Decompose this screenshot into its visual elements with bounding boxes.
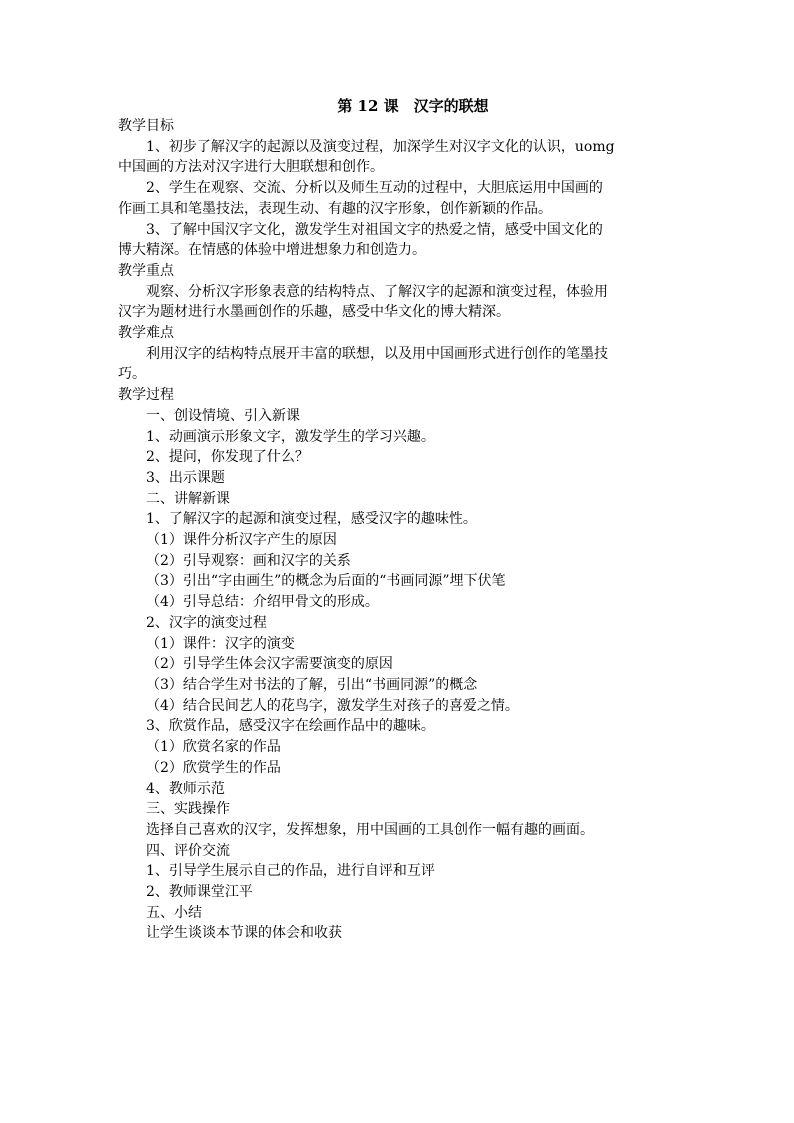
text-line: （1）课件分析汉字产生的原因 — [146, 532, 337, 549]
text-line: 汉字为题材进行水墨画创作的乐趣，感受中华文化的博大精深。 — [118, 304, 510, 321]
text-line: 三、实践操作 — [146, 801, 230, 818]
text-line: 作画工具和笔墨技法，表现生动、有趣的汉字形象，创作新颖的作品。 — [118, 200, 552, 217]
text-line: 巧。 — [118, 366, 146, 383]
text-line: 让学生谈谈本节课的体会和收获 — [146, 925, 342, 942]
text-line: （4）结合民间艺人的花鸟字，激发学生对孩子的喜爱之情。 — [146, 697, 519, 714]
text-line: 一、创设情境、引入新课 — [146, 407, 300, 424]
text-line: 1、了解汉字的起源和演变过程，感受汉字的趣味性。 — [146, 511, 477, 528]
text-line: 选择自己喜欢的汉字，发挥想象，用中国画的工具创作一幅有趣的画面。 — [146, 821, 594, 838]
text-line: 教学难点 — [118, 325, 174, 342]
text-line: 二、讲解新课 — [146, 490, 230, 507]
text-line: （4）引导总结：介绍甲骨文的形成。 — [146, 594, 379, 611]
text-line: （1）课件：汉字的演变 — [146, 635, 295, 652]
text-line: 2、提问，你发现了什么？ — [146, 449, 309, 466]
text-line: （3）引出“字由画生”的概念为后面的“书画同源”埋下伏笔 — [146, 573, 506, 590]
text-line: 3、了解中国汉字文化，激发学生对祖国文字的热爱之情，感受中国文化的 — [146, 221, 603, 238]
document-body — [118, 116, 678, 944]
text-line: 1、动画演示形象文字，激发学生的学习兴趣。 — [146, 428, 435, 445]
text-line: 2、教师课堂江平 — [146, 884, 253, 901]
document-page — [118, 96, 678, 944]
text-line: 利用汉字的结构特点展开丰富的联想，以及用中国画形式进行创作的笔墨技 — [146, 345, 608, 362]
text-line: 中国画的方法对汉字进行大胆联想和创作。 — [118, 159, 384, 176]
text-line: 4、教师示范 — [146, 780, 225, 797]
text-line: 2、学生在观察、交流、分析以及师生互动的过程中，大胆底运用中国画的 — [146, 180, 603, 197]
text-line: 2、汉字的演变过程 — [146, 614, 267, 631]
text-line: 教学目标 — [118, 118, 174, 134]
text-line: 博大精深。在情感的体验中增进想象力和创造力。 — [118, 242, 426, 259]
text-line: 1、引导学生展示自己的作品，进行自评和互评 — [146, 863, 435, 880]
text-line: 教学重点 — [118, 262, 174, 279]
text-line: 观察、分析汉字形象表意的结构特点、了解汉字的起源和演变过程，体验用 — [146, 283, 608, 300]
text-line: 3、欣赏作品，感受汉字在绘画作品中的趣味。 — [146, 718, 435, 735]
text-line: 五、小结 — [146, 904, 202, 921]
text-line: （1）欣赏名家的作品 — [146, 739, 281, 756]
text-line: 教学过程 — [118, 387, 174, 404]
text-line: （2）引导观察：画和汉字的关系 — [146, 552, 351, 569]
text-line: 3、出示课题 — [146, 469, 225, 486]
text-line: 四、评价交流 — [146, 842, 230, 859]
text-line: 1、初步了解汉字的起源以及演变过程，加深学生对汉字文化的认识，uomg — [146, 138, 615, 155]
text-line: （3）结合学生对书法的了解，引出“书画同源”的概念 — [146, 676, 478, 693]
lesson-title: 第 12 课 汉字的联想 — [337, 97, 489, 115]
text-line: （2）引导学生体会汉字需要演变的原因 — [146, 656, 393, 673]
text-line: （2）欣赏学生的作品 — [146, 759, 281, 776]
